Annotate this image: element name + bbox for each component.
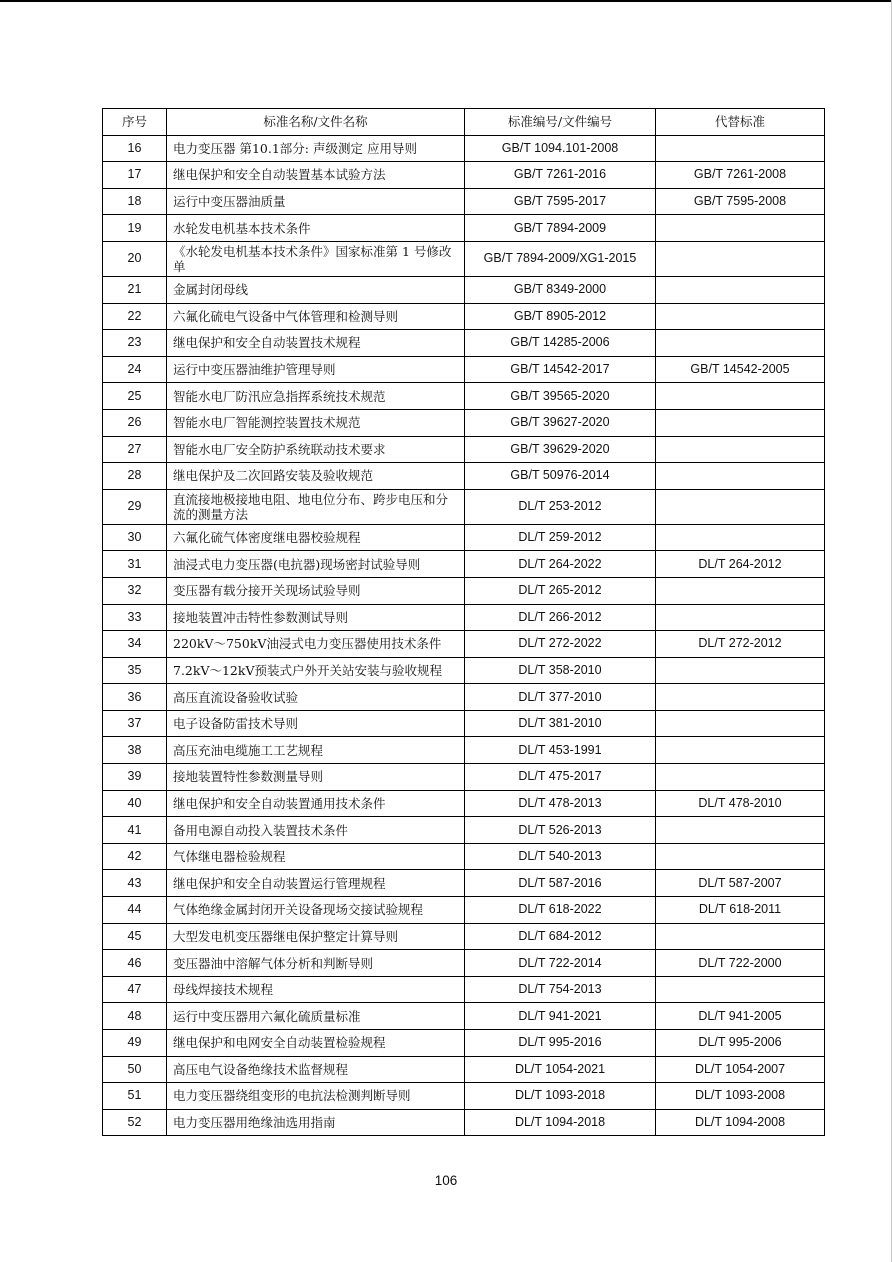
standard-code-cell: DL/T 754-2013 (465, 976, 656, 1003)
serial-no-cell: 16 (103, 135, 167, 162)
serial-no-cell: 42 (103, 843, 167, 870)
standard-code-cell: GB/T 14542-2017 (465, 356, 656, 383)
standard-name-cell: 接地装置特性参数测量导则 (167, 764, 465, 791)
standard-name-cell: 高压直流设备验收试验 (167, 684, 465, 711)
table-row (103, 657, 825, 684)
replaced-standard-cell (656, 489, 825, 524)
serial-no-cell: 47 (103, 976, 167, 1003)
replaced-standard-cell (656, 976, 825, 1003)
standard-code-cell: DL/T 526-2013 (465, 817, 656, 844)
table-row (103, 463, 825, 490)
replaced-standard-cell: DL/T 995-2006 (656, 1030, 825, 1057)
serial-no-cell: 44 (103, 897, 167, 924)
replaced-standard-cell: DL/T 264-2012 (656, 551, 825, 578)
replaced-standard-cell: GB/T 7261-2008 (656, 162, 825, 189)
replaced-standard-cell (656, 817, 825, 844)
standard-code-cell: GB/T 8905-2012 (465, 303, 656, 330)
table-row (103, 524, 825, 551)
serial-no-cell: 26 (103, 409, 167, 436)
replaced-standard-cell: DL/T 587-2007 (656, 870, 825, 897)
standard-name-cell: 接地装置冲击特性参数测试导则 (167, 604, 465, 631)
standard-code-cell: DL/T 1093-2018 (465, 1083, 656, 1110)
replaced-standard-cell: DL/T 272-2012 (656, 631, 825, 658)
serial-no-cell: 32 (103, 577, 167, 604)
table-row (103, 923, 825, 950)
serial-no-cell: 37 (103, 710, 167, 737)
table-row (103, 409, 825, 436)
standard-code-cell: DL/T 453-1991 (465, 737, 656, 764)
standard-code-cell: GB/T 7894-2009/XG1-2015 (465, 241, 656, 276)
header-standard-name: 标准名称/文件名称 (167, 109, 465, 136)
standard-name-cell: 运行中变压器油质量 (167, 188, 465, 215)
serial-no-cell: 52 (103, 1109, 167, 1136)
table-row (103, 976, 825, 1003)
replaced-standard-cell (656, 436, 825, 463)
standard-name-cell: 气体继电器检验规程 (167, 843, 465, 870)
serial-no-cell: 45 (103, 923, 167, 950)
serial-no-cell: 21 (103, 276, 167, 303)
standard-name-cell: 智能水电厂安全防护系统联动技术要求 (167, 436, 465, 463)
standard-code-cell: DL/T 264-2022 (465, 551, 656, 578)
serial-no-cell: 40 (103, 790, 167, 817)
standard-name-cell: 7.2kV～12kV预装式户外开关站安装与验收规程 (167, 657, 465, 684)
standard-name-cell: 油浸式电力变压器(电抗器)现场密封试验导则 (167, 551, 465, 578)
replaced-standard-cell (656, 684, 825, 711)
standard-name-cell: 高压充油电缆施工工艺规程 (167, 737, 465, 764)
standard-name-cell: 备用电源自动投入装置技术条件 (167, 817, 465, 844)
replaced-standard-cell: DL/T 941-2005 (656, 1003, 825, 1030)
standard-code-cell: DL/T 253-2012 (465, 489, 656, 524)
table-row (103, 188, 825, 215)
standard-name-cell: 大型发电机变压器继电保护整定计算导则 (167, 923, 465, 950)
standard-name-cell: 电力变压器用绝缘油选用指南 (167, 1109, 465, 1136)
standard-code-cell: DL/T 478-2013 (465, 790, 656, 817)
page-number: 106 (434, 1173, 458, 1188)
standard-name-cell: 电力变压器绕组变形的电抗法检测判断导则 (167, 1083, 465, 1110)
top-border-line (0, 0, 892, 2)
replaced-standard-cell (656, 241, 825, 276)
replaced-standard-cell: GB/T 7595-2008 (656, 188, 825, 215)
standard-name-cell: 继电保护和安全自动装置通用技术条件 (167, 790, 465, 817)
replaced-standard-cell: DL/T 1054-2007 (656, 1056, 825, 1083)
serial-no-cell: 28 (103, 463, 167, 490)
serial-no-cell: 48 (103, 1003, 167, 1030)
table-row (103, 489, 825, 524)
standard-code-cell: GB/T 7894-2009 (465, 215, 656, 242)
table-row (103, 684, 825, 711)
table-row (103, 383, 825, 410)
replaced-standard-cell (656, 303, 825, 330)
standard-code-cell: GB/T 39629-2020 (465, 436, 656, 463)
serial-no-cell: 38 (103, 737, 167, 764)
replaced-standard-cell: DL/T 478-2010 (656, 790, 825, 817)
serial-no-cell: 23 (103, 330, 167, 357)
table-row (103, 1109, 825, 1136)
table-row (103, 356, 825, 383)
standard-name-cell: 运行中变压器油维护管理导则 (167, 356, 465, 383)
serial-no-cell: 34 (103, 631, 167, 658)
replaced-standard-cell (656, 463, 825, 490)
replaced-standard-cell (656, 135, 825, 162)
serial-no-cell: 30 (103, 524, 167, 551)
replaced-standard-cell (656, 577, 825, 604)
standard-name-cell: 智能水电厂智能测控装置技术规范 (167, 409, 465, 436)
standard-name-cell: 变压器有载分接开关现场试验导则 (167, 577, 465, 604)
standard-name-cell: 电力变压器 第10.1部分: 声级测定 应用导则 (167, 135, 465, 162)
table-row (103, 1030, 825, 1057)
standard-code-cell: DL/T 272-2022 (465, 631, 656, 658)
table-row (103, 631, 825, 658)
standard-code-cell: DL/T 684-2012 (465, 923, 656, 950)
standard-code-cell: DL/T 259-2012 (465, 524, 656, 551)
standard-name-cell: 继电保护和安全自动装置基本试验方法 (167, 162, 465, 189)
replaced-standard-cell (656, 764, 825, 791)
serial-no-cell: 31 (103, 551, 167, 578)
replaced-standard-cell (656, 710, 825, 737)
standard-code-cell: DL/T 1094-2018 (465, 1109, 656, 1136)
standard-code-cell: DL/T 941-2021 (465, 1003, 656, 1030)
standard-name-cell: 变压器油中溶解气体分析和判断导则 (167, 950, 465, 977)
serial-no-cell: 51 (103, 1083, 167, 1110)
table-row (103, 764, 825, 791)
standard-name-cell: 电子设备防雷技术导则 (167, 710, 465, 737)
standard-code-cell: GB/T 7261-2016 (465, 162, 656, 189)
standard-code-cell: DL/T 540-2013 (465, 843, 656, 870)
serial-no-cell: 49 (103, 1030, 167, 1057)
table-row (103, 162, 825, 189)
serial-no-cell: 43 (103, 870, 167, 897)
standard-code-cell: DL/T 722-2014 (465, 950, 656, 977)
standard-code-cell: GB/T 39565-2020 (465, 383, 656, 410)
serial-no-cell: 35 (103, 657, 167, 684)
serial-no-cell: 17 (103, 162, 167, 189)
standard-code-cell: DL/T 995-2016 (465, 1030, 656, 1057)
serial-no-cell: 24 (103, 356, 167, 383)
standard-code-cell: DL/T 358-2010 (465, 657, 656, 684)
standard-name-cell: 水轮发电机基本技术条件 (167, 215, 465, 242)
replaced-standard-cell: DL/T 1093-2008 (656, 1083, 825, 1110)
replaced-standard-cell: DL/T 618-2011 (656, 897, 825, 924)
standard-name-cell: 运行中变压器用六氟化硫质量标准 (167, 1003, 465, 1030)
replaced-standard-cell (656, 843, 825, 870)
replaced-standard-cell (656, 737, 825, 764)
standard-code-cell: DL/T 587-2016 (465, 870, 656, 897)
table-row (103, 897, 825, 924)
header-replaced-standard: 代替标准 (656, 109, 825, 136)
standard-code-cell: DL/T 377-2010 (465, 684, 656, 711)
table-row (103, 710, 825, 737)
standard-name-cell: 继电保护和电网安全自动装置检验规程 (167, 1030, 465, 1057)
header-standard-code: 标准编号/文件编号 (465, 109, 656, 136)
table-row (103, 790, 825, 817)
standard-name-cell: 继电保护和安全自动装置运行管理规程 (167, 870, 465, 897)
standard-code-cell: DL/T 475-2017 (465, 764, 656, 791)
table-row (103, 817, 825, 844)
table-row (103, 1003, 825, 1030)
serial-no-cell: 41 (103, 817, 167, 844)
standard-name-cell: 220kV～750kV油浸式电力变压器使用技术条件 (167, 631, 465, 658)
replaced-standard-cell: DL/T 722-2000 (656, 950, 825, 977)
table-row (103, 870, 825, 897)
table-row (103, 135, 825, 162)
replaced-standard-cell (656, 215, 825, 242)
serial-no-cell: 50 (103, 1056, 167, 1083)
table-row (103, 303, 825, 330)
serial-no-cell: 33 (103, 604, 167, 631)
replaced-standard-cell (656, 276, 825, 303)
table-row (103, 276, 825, 303)
header-serial-no: 序号 (103, 109, 167, 136)
table-row (103, 737, 825, 764)
replaced-standard-cell (656, 657, 825, 684)
standard-code-cell: DL/T 266-2012 (465, 604, 656, 631)
serial-no-cell: 19 (103, 215, 167, 242)
standard-name-cell: 高压电气设备绝缘技术监督规程 (167, 1056, 465, 1083)
replaced-standard-cell: DL/T 1094-2008 (656, 1109, 825, 1136)
serial-no-cell: 27 (103, 436, 167, 463)
standard-name-cell: 母线焊接技术规程 (167, 976, 465, 1003)
standard-code-cell: GB/T 7595-2017 (465, 188, 656, 215)
standard-code-cell: DL/T 381-2010 (465, 710, 656, 737)
standard-code-cell: DL/T 618-2022 (465, 897, 656, 924)
standard-name-cell: 智能水电厂防汛应急指挥系统技术规范 (167, 383, 465, 410)
standard-name-cell: 金属封闭母线 (167, 276, 465, 303)
serial-no-cell: 29 (103, 489, 167, 524)
standard-code-cell: DL/T 265-2012 (465, 577, 656, 604)
standard-code-cell: GB/T 39627-2020 (465, 409, 656, 436)
table-header-row (103, 109, 825, 136)
table-row (103, 1083, 825, 1110)
replaced-standard-cell: GB/T 14542-2005 (656, 356, 825, 383)
serial-no-cell: 18 (103, 188, 167, 215)
standard-code-cell: GB/T 14285-2006 (465, 330, 656, 357)
standard-name-cell: 六氟化硫气体密度继电器校验规程 (167, 524, 465, 551)
standard-name-cell: 六氟化硫电气设备中气体管理和检测导则 (167, 303, 465, 330)
replaced-standard-cell (656, 524, 825, 551)
replaced-standard-cell (656, 330, 825, 357)
replaced-standard-cell (656, 923, 825, 950)
table-row (103, 330, 825, 357)
table-row (103, 1056, 825, 1083)
standard-name-cell: 直流接地极接地电阻、地电位分布、跨步电压和分流的测量方法 (167, 489, 465, 524)
table-row (103, 843, 825, 870)
standard-code-cell: GB/T 8349-2000 (465, 276, 656, 303)
serial-no-cell: 36 (103, 684, 167, 711)
serial-no-cell: 20 (103, 241, 167, 276)
table-row (103, 551, 825, 578)
standard-name-cell: 《水轮发电机基本技术条件》国家标准第 1 号修改单 (167, 241, 465, 276)
standard-code-cell: DL/T 1054-2021 (465, 1056, 656, 1083)
replaced-standard-cell (656, 409, 825, 436)
standard-code-cell: GB/T 50976-2014 (465, 463, 656, 490)
table-row (103, 215, 825, 242)
serial-no-cell: 39 (103, 764, 167, 791)
standard-name-cell: 气体绝缘金属封闭开关设备现场交接试验规程 (167, 897, 465, 924)
serial-no-cell: 22 (103, 303, 167, 330)
table-row (103, 241, 825, 276)
table-row (103, 604, 825, 631)
standard-code-cell: GB/T 1094.101-2008 (465, 135, 656, 162)
table-row (103, 950, 825, 977)
replaced-standard-cell (656, 604, 825, 631)
table-row (103, 436, 825, 463)
serial-no-cell: 46 (103, 950, 167, 977)
replaced-standard-cell (656, 383, 825, 410)
standard-name-cell: 继电保护及二次回路安装及验收规范 (167, 463, 465, 490)
table-row (103, 577, 825, 604)
serial-no-cell: 25 (103, 383, 167, 410)
standard-name-cell: 继电保护和安全自动装置技术规程 (167, 330, 465, 357)
standards-table (102, 108, 825, 1136)
